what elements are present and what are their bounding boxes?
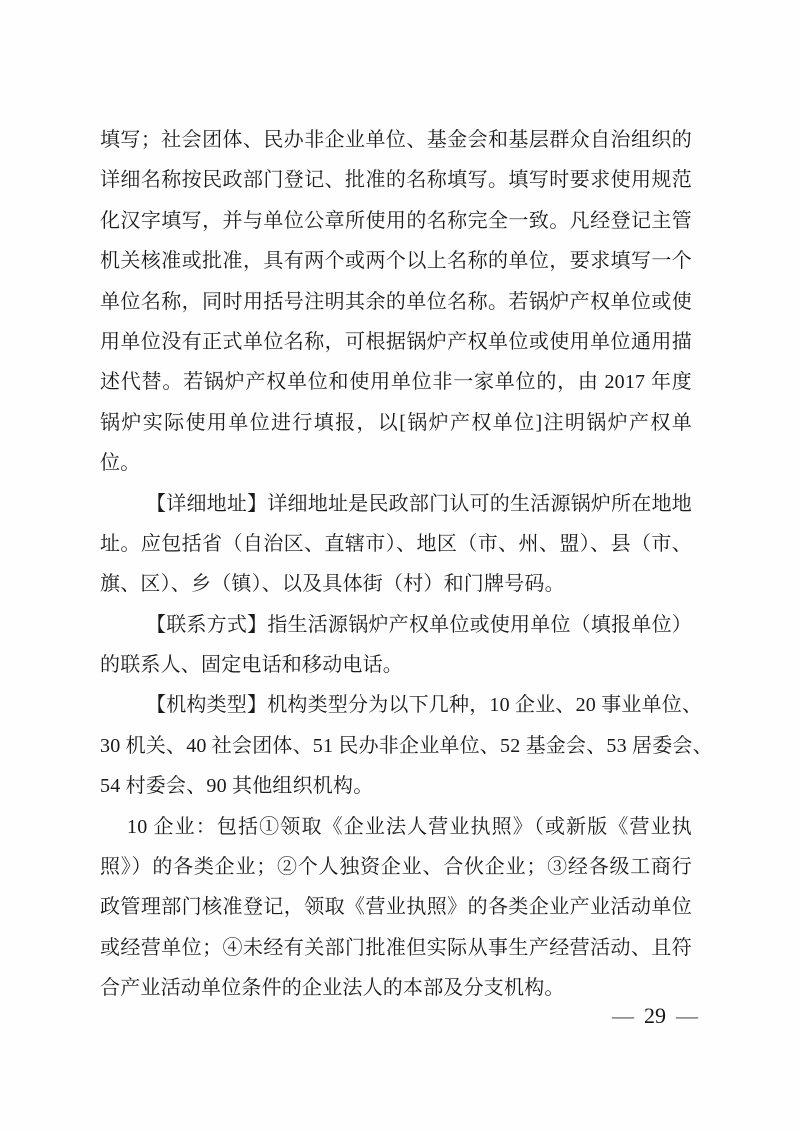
footer-dash-left: — [612, 1003, 634, 1028]
text-line: 锅炉实际使用单位进行填报，以[锅炉产权单位]注明锅炉产权单 [100, 411, 692, 434]
paragraph [100, 120, 692, 484]
text-line: 54 村委会、90 其他组织机构。 [100, 775, 374, 798]
paragraph [100, 605, 692, 686]
text-line: 用单位没有正式单位名称，可根据锅炉产权单位或使用单位通用描 [100, 330, 692, 353]
paragraph [100, 685, 713, 806]
text-line: 单位名称，同时用括号注明其余的单位名称。若锅炉产权单位或使 [100, 290, 692, 313]
paragraph [100, 807, 692, 1009]
text-line: 位。 [100, 452, 141, 475]
text-line: 的联系人、固定电话和移动电话。 [100, 654, 403, 677]
footer-dash-right: — [676, 1003, 698, 1028]
text-line: 合产业活动单位条件的企业法人的本部及分支机构。 [100, 977, 565, 1000]
text-line: 机关核准或批准，具有两个或两个以上名称的单位，要求填写一个 [100, 250, 692, 273]
page-number: 29 [644, 1003, 666, 1028]
text-line: 填写；社会团体、民办非企业单位、基金会和基层群众自治组织的 [100, 129, 692, 151]
text-line: 【详细地址】详细地址是民政部门认可的生活源锅炉所在地地 [146, 492, 692, 515]
text-line: 【联系方式】指生活源锅炉产权单位或使用单位（填报单位） [146, 613, 692, 636]
text-line: 化汉字填写，并与单位公章所使用的名称完全一致。凡经登记主管 [100, 209, 692, 232]
text-line: 照》）的各类企业；②个人独资企业、合伙企业；③经各级工商行 [100, 856, 692, 879]
page-footer [612, 1003, 698, 1029]
text-line: 旗、区）、乡（镇）、以及具体街（村）和门牌号码。 [100, 573, 565, 596]
text-line: 详细名称按民政部门登记、批准的名称填写。填写时要求使用规范 [100, 169, 692, 192]
text-line: 址。应包括省（自治区、直辖市）、地区（市、州、盟）、县（市、 [100, 532, 692, 555]
paragraph [100, 484, 692, 605]
text-line: 或经营单位；④未经有关部门批准但实际从事生产经营活动、且符 [100, 936, 692, 959]
text-line: 【机构类型】机构类型分为以下几种，10 企业、20 事业单位、 [146, 694, 703, 717]
text-line: 10 企业：包括①领取《企业法人营业执照》（或新版《营业执 [127, 815, 692, 838]
text-line: 30 机关、40 社会团体、51 民办非企业单位、52 基金会、53 居委会、 [100, 734, 713, 757]
text-line: 政管理部门核准登记，领取《营业执照》的各类企业产业活动单位 [100, 896, 692, 919]
text-line: 述代替。若锅炉产权单位和使用单位非一家单位的，由 2017 年度 [100, 371, 692, 394]
page-body [100, 120, 713, 1009]
